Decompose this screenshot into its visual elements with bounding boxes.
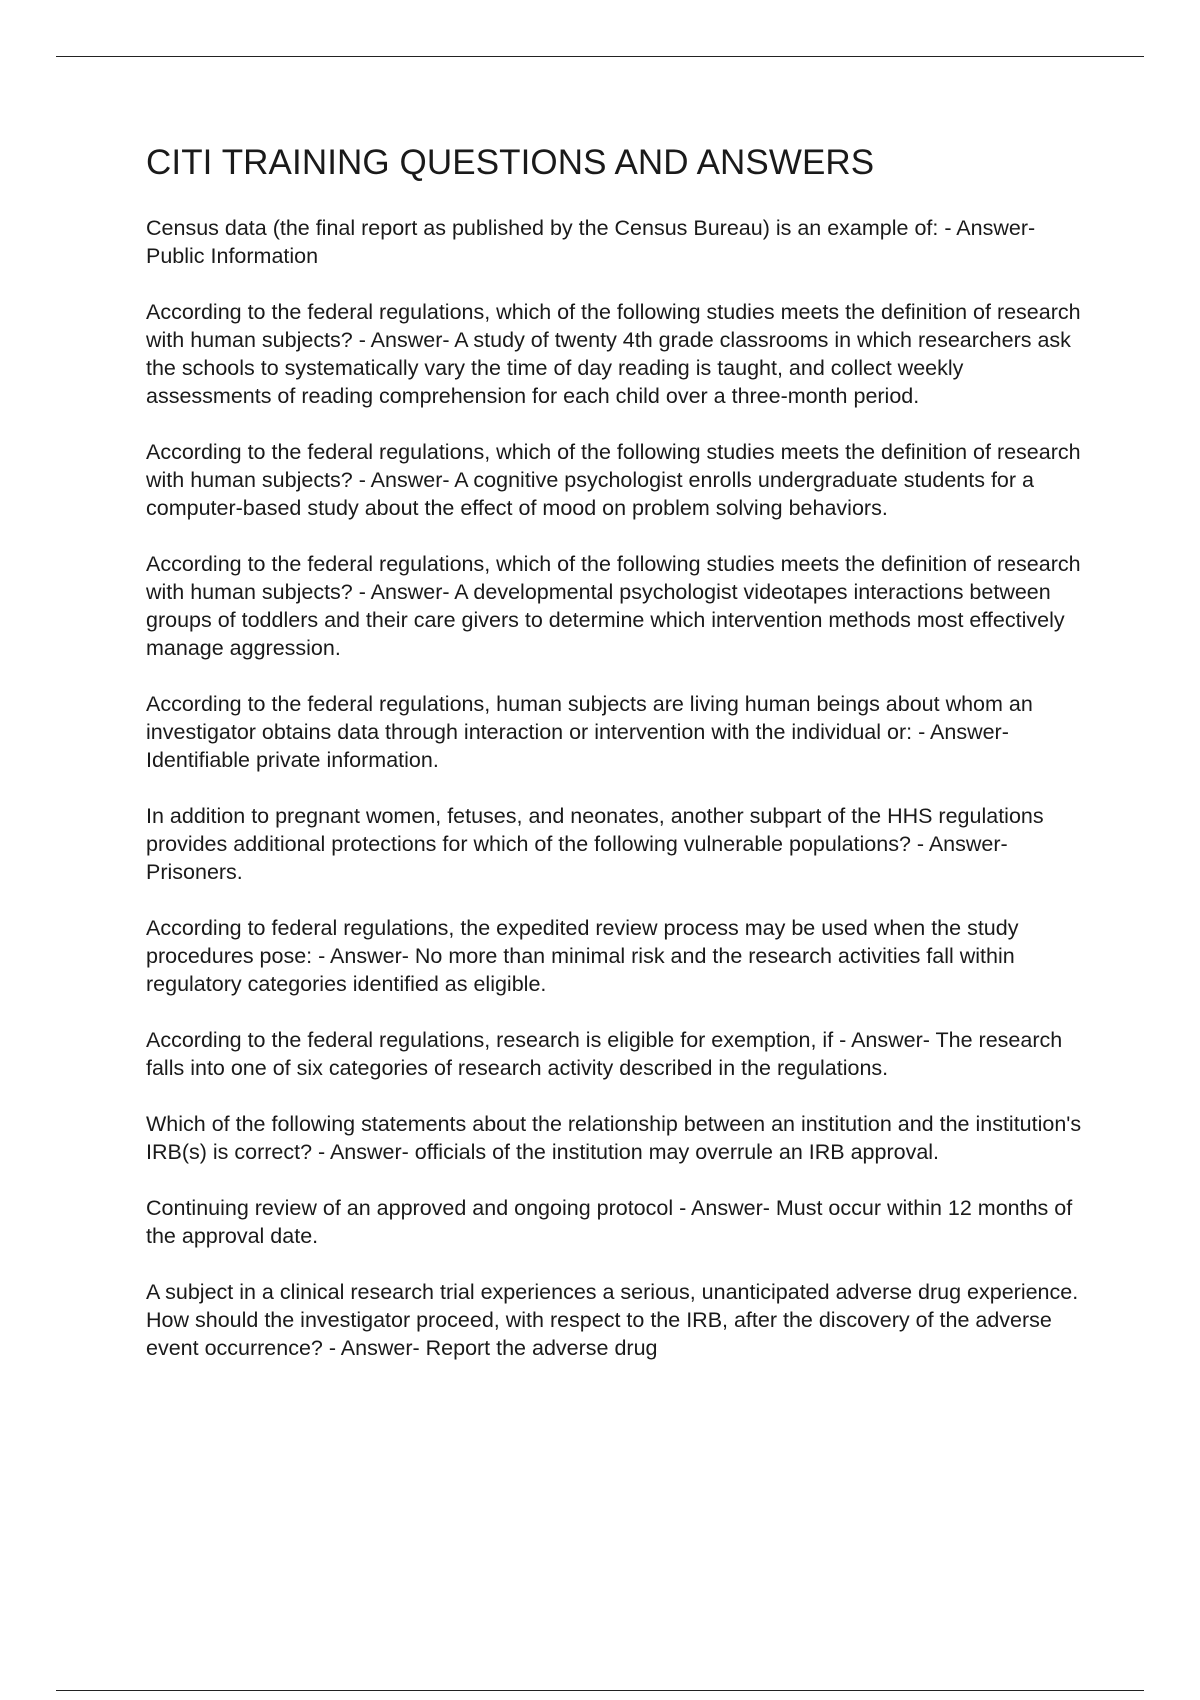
document-title: CITI TRAINING QUESTIONS AND ANSWERS (146, 143, 875, 182)
qa-entry: According to the federal regulations, human subjects are living human beings about whom an investigator obtains data through interaction or intervention with the individual or: - Answer- Identifiable private information. (146, 692, 1033, 772)
qa-entry: A subject in a clinical research trial experiences a serious, unanticipated adverse drug experience. How should the investigator proceed, with respect to the IRB, after the discovery of the adverse event occurrence? - Answer- Report the adverse drug (146, 1280, 1079, 1360)
qa-entry: According to federal regulations, the expedited review process may be used when the study procedures pose: - Answer- No more than minimal risk and the research activities fall within regulatory categories identified as eligible. (146, 916, 1019, 996)
qa-entry: Census data (the final report as published by the Census Bureau) is an example of: - Answer- Public Information (146, 216, 1036, 268)
qa-entry: Which of the following statements about the relationship between an institution and the institution's IRB(s) is correct? - Answer- officials of the institution may overrule an IRB approval. (146, 1112, 1082, 1164)
qa-entry: In addition to pregnant women, fetuses, and neonates, another subpart of the HHS regulations provides additional protections for which of the following vulnerable populations? - Answer- Prisoners. (146, 804, 1044, 884)
qa-entry: According to the federal regulations, which of the following studies meets the definition of research with human subjects? - Answer- A developmental psychologist videotapes interactions between groups of toddlers and their care givers to determine which intervention methods most effectively manage aggression. (146, 552, 1081, 660)
qa-entry: According to the federal regulations, research is eligible for exemption, if - Answer- The research falls into one of six categories of research activity described in the regulations. (146, 1028, 1063, 1080)
footer-divider (56, 1690, 1144, 1691)
qa-entry: According to the federal regulations, which of the following studies meets the definition of research with human subjects? - Answer- A cognitive psychologist enrolls undergraduate students for a computer-based study about the effect of mood on problem solving behaviors. (146, 440, 1081, 520)
document-body (146, 142, 1086, 1390)
qa-entry: According to the federal regulations, which of the following studies meets the definition of research with human subjects? - Answer- A study of twenty 4th grade classrooms in which researchers ask the schools to systematically vary the time of day reading is taught, and collect weekly assessments of reading comprehension for each child over a three-month period. (146, 300, 1081, 408)
qa-entry: Continuing review of an approved and ongoing protocol - Answer- Must occur within 12 months of the approval date. (146, 1196, 1073, 1248)
qa-list (146, 214, 1086, 1362)
header-divider (56, 56, 1144, 57)
